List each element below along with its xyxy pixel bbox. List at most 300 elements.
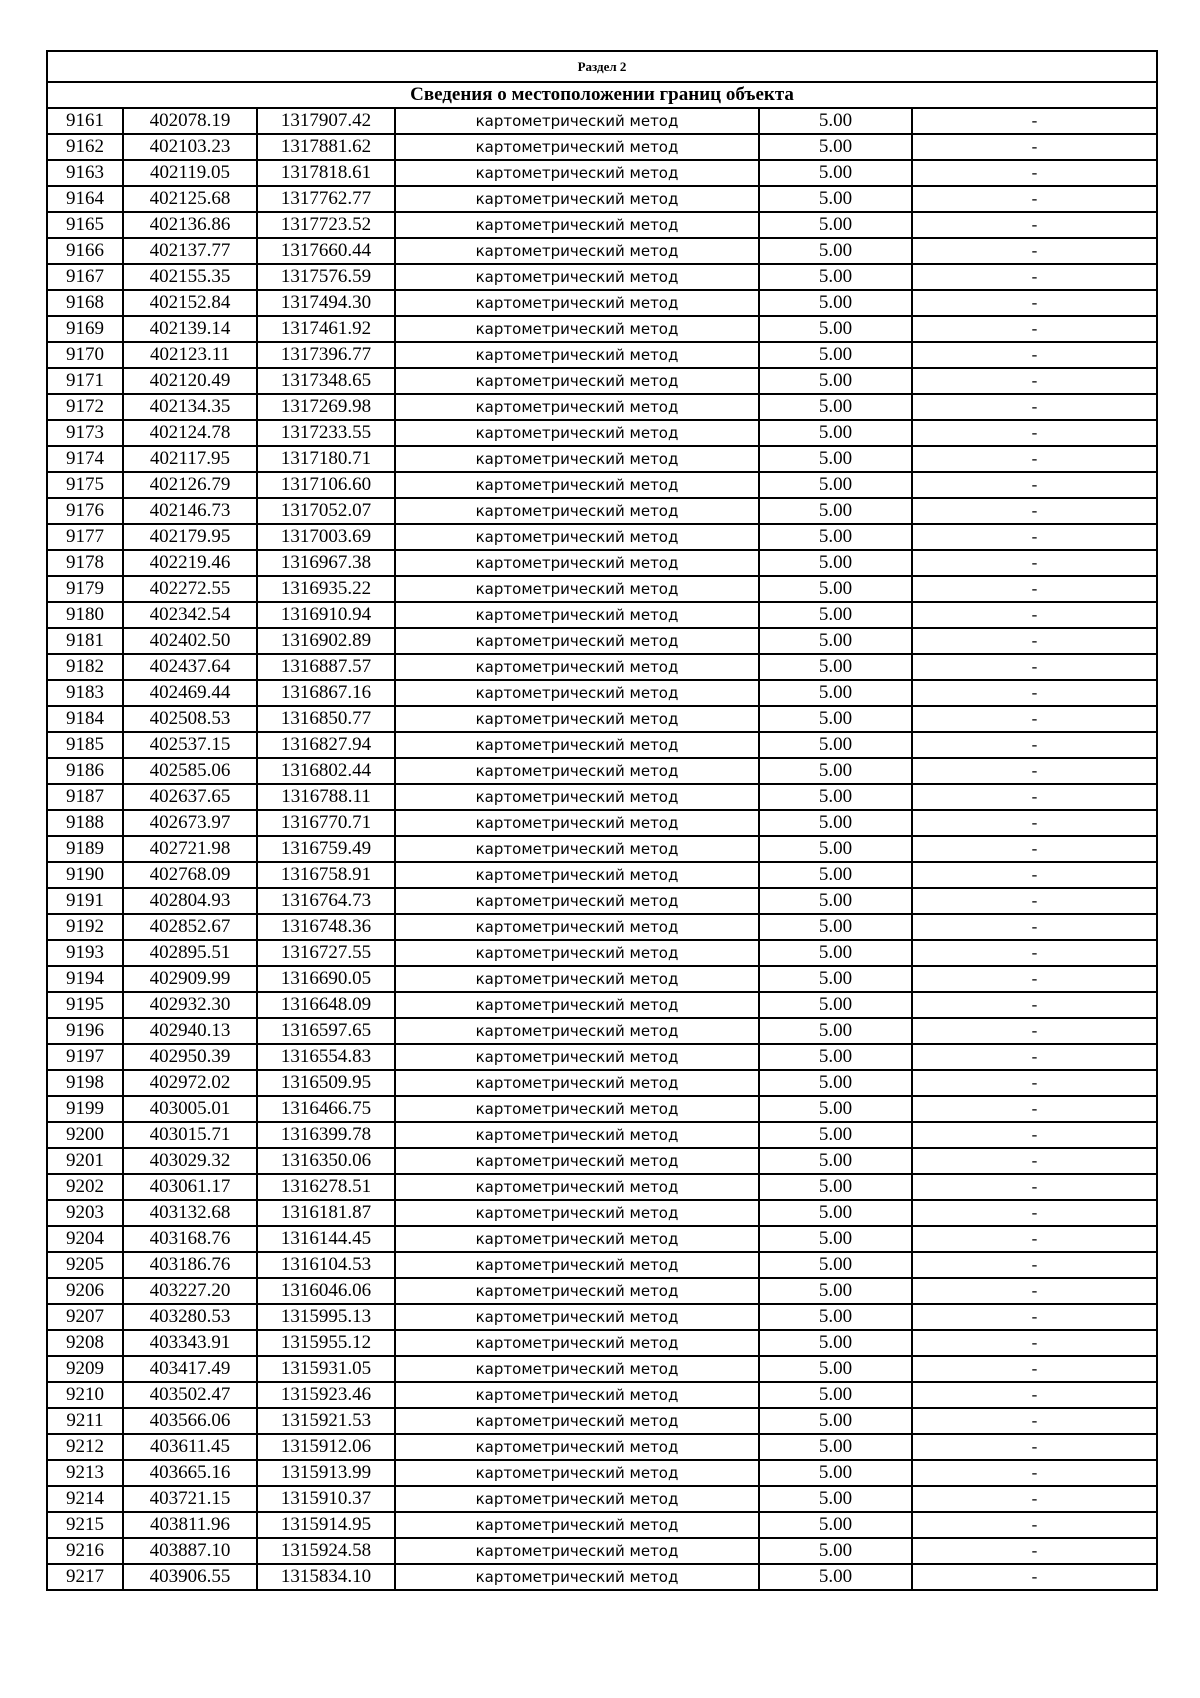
table-row: [47, 1356, 1157, 1382]
description-cell: -: [912, 550, 1157, 576]
x-coordinate-cell: 403061.17: [123, 1174, 257, 1200]
table-row: [47, 290, 1157, 316]
point-number-cell: 9196: [47, 1018, 123, 1044]
method-cell: картометрический метод: [395, 784, 759, 810]
point-number-cell: 9170: [47, 342, 123, 368]
accuracy-cell: 5.00: [759, 212, 912, 238]
x-coordinate-cell: 403665.16: [123, 1460, 257, 1486]
accuracy-cell: 5.00: [759, 1408, 912, 1434]
accuracy-cell: 5.00: [759, 1174, 912, 1200]
point-number-cell: 9195: [47, 992, 123, 1018]
description-cell: -: [912, 290, 1157, 316]
x-coordinate-cell: 402972.02: [123, 1070, 257, 1096]
accuracy-cell: 5.00: [759, 550, 912, 576]
description-cell: -: [912, 446, 1157, 472]
point-number-cell: 9177: [47, 524, 123, 550]
y-coordinate-cell: 1315914.95: [257, 1512, 395, 1538]
title-row: [47, 82, 1157, 108]
table-row: [47, 1044, 1157, 1070]
table-row: [47, 1122, 1157, 1148]
description-cell: -: [912, 342, 1157, 368]
y-coordinate-cell: 1316967.38: [257, 550, 395, 576]
table-row: [47, 1382, 1157, 1408]
table-row: [47, 1174, 1157, 1200]
x-coordinate-cell: 403721.15: [123, 1486, 257, 1512]
y-coordinate-cell: 1315921.53: [257, 1408, 395, 1434]
point-number-cell: 9165: [47, 212, 123, 238]
table-row: [47, 212, 1157, 238]
method-cell: картометрический метод: [395, 1122, 759, 1148]
y-coordinate-cell: 1317818.61: [257, 160, 395, 186]
x-coordinate-cell: 402402.50: [123, 628, 257, 654]
method-cell: картометрический метод: [395, 238, 759, 264]
table-row: [47, 1148, 1157, 1174]
method-cell: картометрический метод: [395, 1200, 759, 1226]
accuracy-cell: 5.00: [759, 1148, 912, 1174]
description-cell: -: [912, 992, 1157, 1018]
y-coordinate-cell: 1317881.62: [257, 134, 395, 160]
y-coordinate-cell: 1317494.30: [257, 290, 395, 316]
description-cell: -: [912, 1382, 1157, 1408]
point-number-cell: 9164: [47, 186, 123, 212]
y-coordinate-cell: 1316867.16: [257, 680, 395, 706]
x-coordinate-cell: 402117.95: [123, 446, 257, 472]
table-row: [47, 1434, 1157, 1460]
x-coordinate-cell: 402139.14: [123, 316, 257, 342]
accuracy-cell: 5.00: [759, 1226, 912, 1252]
x-coordinate-cell: 403343.91: [123, 1330, 257, 1356]
x-coordinate-cell: 403611.45: [123, 1434, 257, 1460]
accuracy-cell: 5.00: [759, 1252, 912, 1278]
x-coordinate-cell: 403887.10: [123, 1538, 257, 1564]
x-coordinate-cell: 402895.51: [123, 940, 257, 966]
description-cell: -: [912, 966, 1157, 992]
table-title: Сведения о местоположении границ объекта: [47, 82, 1157, 108]
description-cell: -: [912, 316, 1157, 342]
y-coordinate-cell: 1316764.73: [257, 888, 395, 914]
accuracy-cell: 5.00: [759, 810, 912, 836]
accuracy-cell: 5.00: [759, 316, 912, 342]
description-cell: -: [912, 264, 1157, 290]
x-coordinate-cell: 403417.49: [123, 1356, 257, 1382]
table-row: [47, 940, 1157, 966]
table-row: [47, 628, 1157, 654]
y-coordinate-cell: 1316104.53: [257, 1252, 395, 1278]
accuracy-cell: 5.00: [759, 160, 912, 186]
table-row: [47, 1330, 1157, 1356]
table-row: [47, 498, 1157, 524]
table-row: [47, 264, 1157, 290]
point-number-cell: 9190: [47, 862, 123, 888]
x-coordinate-cell: 402768.09: [123, 862, 257, 888]
y-coordinate-cell: 1317576.59: [257, 264, 395, 290]
accuracy-cell: 5.00: [759, 1330, 912, 1356]
method-cell: картометрический метод: [395, 524, 759, 550]
x-coordinate-cell: 402272.55: [123, 576, 257, 602]
method-cell: картометрический метод: [395, 186, 759, 212]
accuracy-cell: 5.00: [759, 1044, 912, 1070]
table-row: [47, 888, 1157, 914]
table-row: [47, 810, 1157, 836]
description-cell: -: [912, 862, 1157, 888]
point-number-cell: 9171: [47, 368, 123, 394]
table-row: [47, 602, 1157, 628]
point-number-cell: 9166: [47, 238, 123, 264]
y-coordinate-cell: 1317106.60: [257, 472, 395, 498]
method-cell: картометрический метод: [395, 1148, 759, 1174]
accuracy-cell: 5.00: [759, 290, 912, 316]
table-row: [47, 992, 1157, 1018]
point-number-cell: 9192: [47, 914, 123, 940]
accuracy-cell: 5.00: [759, 342, 912, 368]
description-cell: -: [912, 654, 1157, 680]
y-coordinate-cell: 1316144.45: [257, 1226, 395, 1252]
table-row: [47, 862, 1157, 888]
description-cell: -: [912, 940, 1157, 966]
table-row: [47, 160, 1157, 186]
y-coordinate-cell: 1315923.46: [257, 1382, 395, 1408]
description-cell: -: [912, 1356, 1157, 1382]
y-coordinate-cell: 1317723.52: [257, 212, 395, 238]
description-cell: -: [912, 628, 1157, 654]
description-cell: -: [912, 1252, 1157, 1278]
accuracy-cell: 5.00: [759, 1512, 912, 1538]
y-coordinate-cell: 1316887.57: [257, 654, 395, 680]
method-cell: картометрический метод: [395, 1434, 759, 1460]
method-cell: картометрический метод: [395, 1018, 759, 1044]
table-row: [47, 134, 1157, 160]
table-row: [47, 342, 1157, 368]
accuracy-cell: 5.00: [759, 264, 912, 290]
description-cell: -: [912, 1226, 1157, 1252]
table-row: [47, 706, 1157, 732]
x-coordinate-cell: 402103.23: [123, 134, 257, 160]
section-label: Раздел 2: [47, 51, 1157, 82]
method-cell: картометрический метод: [395, 316, 759, 342]
y-coordinate-cell: 1316902.89: [257, 628, 395, 654]
description-cell: -: [912, 134, 1157, 160]
point-number-cell: 9167: [47, 264, 123, 290]
x-coordinate-cell: 402146.73: [123, 498, 257, 524]
accuracy-cell: 5.00: [759, 1486, 912, 1512]
x-coordinate-cell: 402152.84: [123, 290, 257, 316]
table-row: [47, 420, 1157, 446]
point-number-cell: 9216: [47, 1538, 123, 1564]
accuracy-cell: 5.00: [759, 862, 912, 888]
x-coordinate-cell: 402537.15: [123, 732, 257, 758]
table-row: [47, 1096, 1157, 1122]
x-coordinate-cell: 403029.32: [123, 1148, 257, 1174]
description-cell: -: [912, 524, 1157, 550]
description-cell: -: [912, 472, 1157, 498]
y-coordinate-cell: 1317003.69: [257, 524, 395, 550]
section-header-row: [47, 51, 1157, 82]
x-coordinate-cell: 403186.76: [123, 1252, 257, 1278]
x-coordinate-cell: 402469.44: [123, 680, 257, 706]
table-row: [47, 1460, 1157, 1486]
description-cell: -: [912, 160, 1157, 186]
description-cell: -: [912, 784, 1157, 810]
accuracy-cell: 5.00: [759, 498, 912, 524]
x-coordinate-cell: 402179.95: [123, 524, 257, 550]
y-coordinate-cell: 1316554.83: [257, 1044, 395, 1070]
x-coordinate-cell: 402155.35: [123, 264, 257, 290]
y-coordinate-cell: 1315995.13: [257, 1304, 395, 1330]
description-cell: -: [912, 706, 1157, 732]
y-coordinate-cell: 1317269.98: [257, 394, 395, 420]
x-coordinate-cell: 402125.68: [123, 186, 257, 212]
x-coordinate-cell: 402219.46: [123, 550, 257, 576]
accuracy-cell: 5.00: [759, 1278, 912, 1304]
y-coordinate-cell: 1315912.06: [257, 1434, 395, 1460]
method-cell: картометрический метод: [395, 134, 759, 160]
point-number-cell: 9162: [47, 134, 123, 160]
x-coordinate-cell: 402078.19: [123, 108, 257, 134]
y-coordinate-cell: 1317762.77: [257, 186, 395, 212]
accuracy-cell: 5.00: [759, 108, 912, 134]
description-cell: -: [912, 1434, 1157, 1460]
point-number-cell: 9191: [47, 888, 123, 914]
y-coordinate-cell: 1317660.44: [257, 238, 395, 264]
point-number-cell: 9180: [47, 602, 123, 628]
method-cell: картометрический метод: [395, 810, 759, 836]
table-row: [47, 1408, 1157, 1434]
y-coordinate-cell: 1316727.55: [257, 940, 395, 966]
point-number-cell: 9203: [47, 1200, 123, 1226]
method-cell: картометрический метод: [395, 654, 759, 680]
accuracy-cell: 5.00: [759, 1070, 912, 1096]
x-coordinate-cell: 402119.05: [123, 160, 257, 186]
method-cell: картометрический метод: [395, 1304, 759, 1330]
y-coordinate-cell: 1316648.09: [257, 992, 395, 1018]
method-cell: картометрический метод: [395, 1460, 759, 1486]
method-cell: картометрический метод: [395, 1486, 759, 1512]
description-cell: -: [912, 914, 1157, 940]
table-row: [47, 394, 1157, 420]
table-row: [47, 758, 1157, 784]
table-row: [47, 1226, 1157, 1252]
y-coordinate-cell: 1315931.05: [257, 1356, 395, 1382]
method-cell: картометрический метод: [395, 1070, 759, 1096]
method-cell: картометрический метод: [395, 290, 759, 316]
x-coordinate-cell: 402852.67: [123, 914, 257, 940]
y-coordinate-cell: 1316748.36: [257, 914, 395, 940]
method-cell: картометрический метод: [395, 1044, 759, 1070]
method-cell: картометрический метод: [395, 706, 759, 732]
accuracy-cell: 5.00: [759, 1356, 912, 1382]
method-cell: картометрический метод: [395, 966, 759, 992]
x-coordinate-cell: 403906.55: [123, 1564, 257, 1590]
description-cell: -: [912, 1070, 1157, 1096]
y-coordinate-cell: 1315834.10: [257, 1564, 395, 1590]
method-cell: картометрический метод: [395, 1538, 759, 1564]
y-coordinate-cell: 1317180.71: [257, 446, 395, 472]
method-cell: картометрический метод: [395, 888, 759, 914]
description-cell: -: [912, 1408, 1157, 1434]
accuracy-cell: 5.00: [759, 784, 912, 810]
method-cell: картометрический метод: [395, 212, 759, 238]
method-cell: картометрический метод: [395, 1408, 759, 1434]
point-number-cell: 9217: [47, 1564, 123, 1590]
table-row: [47, 550, 1157, 576]
method-cell: картометрический метод: [395, 1512, 759, 1538]
method-cell: картометрический метод: [395, 992, 759, 1018]
x-coordinate-cell: 402721.98: [123, 836, 257, 862]
table-row: [47, 1018, 1157, 1044]
x-coordinate-cell: 402940.13: [123, 1018, 257, 1044]
y-coordinate-cell: 1316788.11: [257, 784, 395, 810]
x-coordinate-cell: 403502.47: [123, 1382, 257, 1408]
description-cell: -: [912, 420, 1157, 446]
table-row: [47, 1278, 1157, 1304]
y-coordinate-cell: 1315913.99: [257, 1460, 395, 1486]
table-row: [47, 446, 1157, 472]
x-coordinate-cell: 402126.79: [123, 472, 257, 498]
point-number-cell: 9201: [47, 1148, 123, 1174]
accuracy-cell: 5.00: [759, 1460, 912, 1486]
accuracy-cell: 5.00: [759, 186, 912, 212]
description-cell: -: [912, 1330, 1157, 1356]
accuracy-cell: 5.00: [759, 446, 912, 472]
y-coordinate-cell: 1316802.44: [257, 758, 395, 784]
method-cell: картометрический метод: [395, 1330, 759, 1356]
table-row: [47, 1486, 1157, 1512]
table-row: [47, 186, 1157, 212]
point-number-cell: 9185: [47, 732, 123, 758]
method-cell: картометрический метод: [395, 446, 759, 472]
description-cell: -: [912, 602, 1157, 628]
table-row: [47, 1538, 1157, 1564]
accuracy-cell: 5.00: [759, 1304, 912, 1330]
method-cell: картометрический метод: [395, 602, 759, 628]
point-number-cell: 9199: [47, 1096, 123, 1122]
method-cell: картометрический метод: [395, 368, 759, 394]
point-number-cell: 9194: [47, 966, 123, 992]
accuracy-cell: 5.00: [759, 940, 912, 966]
y-coordinate-cell: 1316690.05: [257, 966, 395, 992]
point-number-cell: 9181: [47, 628, 123, 654]
x-coordinate-cell: 402950.39: [123, 1044, 257, 1070]
table-row: [47, 1200, 1157, 1226]
method-cell: картометрический метод: [395, 576, 759, 602]
table-row: [47, 1304, 1157, 1330]
description-cell: -: [912, 1174, 1157, 1200]
accuracy-cell: 5.00: [759, 1564, 912, 1590]
description-cell: -: [912, 576, 1157, 602]
y-coordinate-cell: 1317233.55: [257, 420, 395, 446]
table-row: [47, 524, 1157, 550]
method-cell: картометрический метод: [395, 1382, 759, 1408]
method-cell: картометрический метод: [395, 1096, 759, 1122]
accuracy-cell: 5.00: [759, 1538, 912, 1564]
x-coordinate-cell: 402134.35: [123, 394, 257, 420]
accuracy-cell: 5.00: [759, 888, 912, 914]
y-coordinate-cell: 1316759.49: [257, 836, 395, 862]
x-coordinate-cell: 402637.65: [123, 784, 257, 810]
y-coordinate-cell: 1316758.91: [257, 862, 395, 888]
x-coordinate-cell: 402437.64: [123, 654, 257, 680]
accuracy-cell: 5.00: [759, 602, 912, 628]
description-cell: -: [912, 186, 1157, 212]
x-coordinate-cell: 402136.86: [123, 212, 257, 238]
accuracy-cell: 5.00: [759, 680, 912, 706]
description-cell: -: [912, 212, 1157, 238]
method-cell: картометрический метод: [395, 498, 759, 524]
description-cell: -: [912, 368, 1157, 394]
accuracy-cell: 5.00: [759, 1434, 912, 1460]
method-cell: картометрический метод: [395, 1356, 759, 1382]
point-number-cell: 9175: [47, 472, 123, 498]
point-number-cell: 9209: [47, 1356, 123, 1382]
point-number-cell: 9208: [47, 1330, 123, 1356]
table-row: [47, 1070, 1157, 1096]
point-number-cell: 9211: [47, 1408, 123, 1434]
y-coordinate-cell: 1315924.58: [257, 1538, 395, 1564]
accuracy-cell: 5.00: [759, 472, 912, 498]
point-number-cell: 9182: [47, 654, 123, 680]
table-row: [47, 1252, 1157, 1278]
description-cell: -: [912, 1486, 1157, 1512]
method-cell: картометрический метод: [395, 108, 759, 134]
method-cell: картометрический метод: [395, 732, 759, 758]
accuracy-cell: 5.00: [759, 524, 912, 550]
point-number-cell: 9174: [47, 446, 123, 472]
point-number-cell: 9189: [47, 836, 123, 862]
method-cell: картометрический метод: [395, 836, 759, 862]
description-cell: -: [912, 1564, 1157, 1590]
y-coordinate-cell: 1317348.65: [257, 368, 395, 394]
point-number-cell: 9168: [47, 290, 123, 316]
point-number-cell: 9169: [47, 316, 123, 342]
y-coordinate-cell: 1316399.78: [257, 1122, 395, 1148]
y-coordinate-cell: 1316597.65: [257, 1018, 395, 1044]
x-coordinate-cell: 403566.06: [123, 1408, 257, 1434]
table-row: [47, 316, 1157, 342]
method-cell: картометрический метод: [395, 420, 759, 446]
point-number-cell: 9193: [47, 940, 123, 966]
accuracy-cell: 5.00: [759, 134, 912, 160]
description-cell: -: [912, 1538, 1157, 1564]
y-coordinate-cell: 1317461.92: [257, 316, 395, 342]
accuracy-cell: 5.00: [759, 368, 912, 394]
method-cell: картометрический метод: [395, 1174, 759, 1200]
point-number-cell: 9198: [47, 1070, 123, 1096]
description-cell: -: [912, 238, 1157, 264]
accuracy-cell: 5.00: [759, 836, 912, 862]
table-row: [47, 654, 1157, 680]
x-coordinate-cell: 403227.20: [123, 1278, 257, 1304]
y-coordinate-cell: 1315910.37: [257, 1486, 395, 1512]
description-cell: -: [912, 810, 1157, 836]
description-cell: -: [912, 1122, 1157, 1148]
method-cell: картометрический метод: [395, 628, 759, 654]
description-cell: -: [912, 732, 1157, 758]
method-cell: картометрический метод: [395, 1226, 759, 1252]
y-coordinate-cell: 1316181.87: [257, 1200, 395, 1226]
point-number-cell: 9214: [47, 1486, 123, 1512]
point-number-cell: 9186: [47, 758, 123, 784]
method-cell: картометрический метод: [395, 472, 759, 498]
accuracy-cell: 5.00: [759, 1096, 912, 1122]
table-row: [47, 1512, 1157, 1538]
method-cell: картометрический метод: [395, 342, 759, 368]
y-coordinate-cell: 1317052.07: [257, 498, 395, 524]
x-coordinate-cell: 402120.49: [123, 368, 257, 394]
y-coordinate-cell: 1315955.12: [257, 1330, 395, 1356]
point-number-cell: 9161: [47, 108, 123, 134]
table-row: [47, 680, 1157, 706]
accuracy-cell: 5.00: [759, 394, 912, 420]
